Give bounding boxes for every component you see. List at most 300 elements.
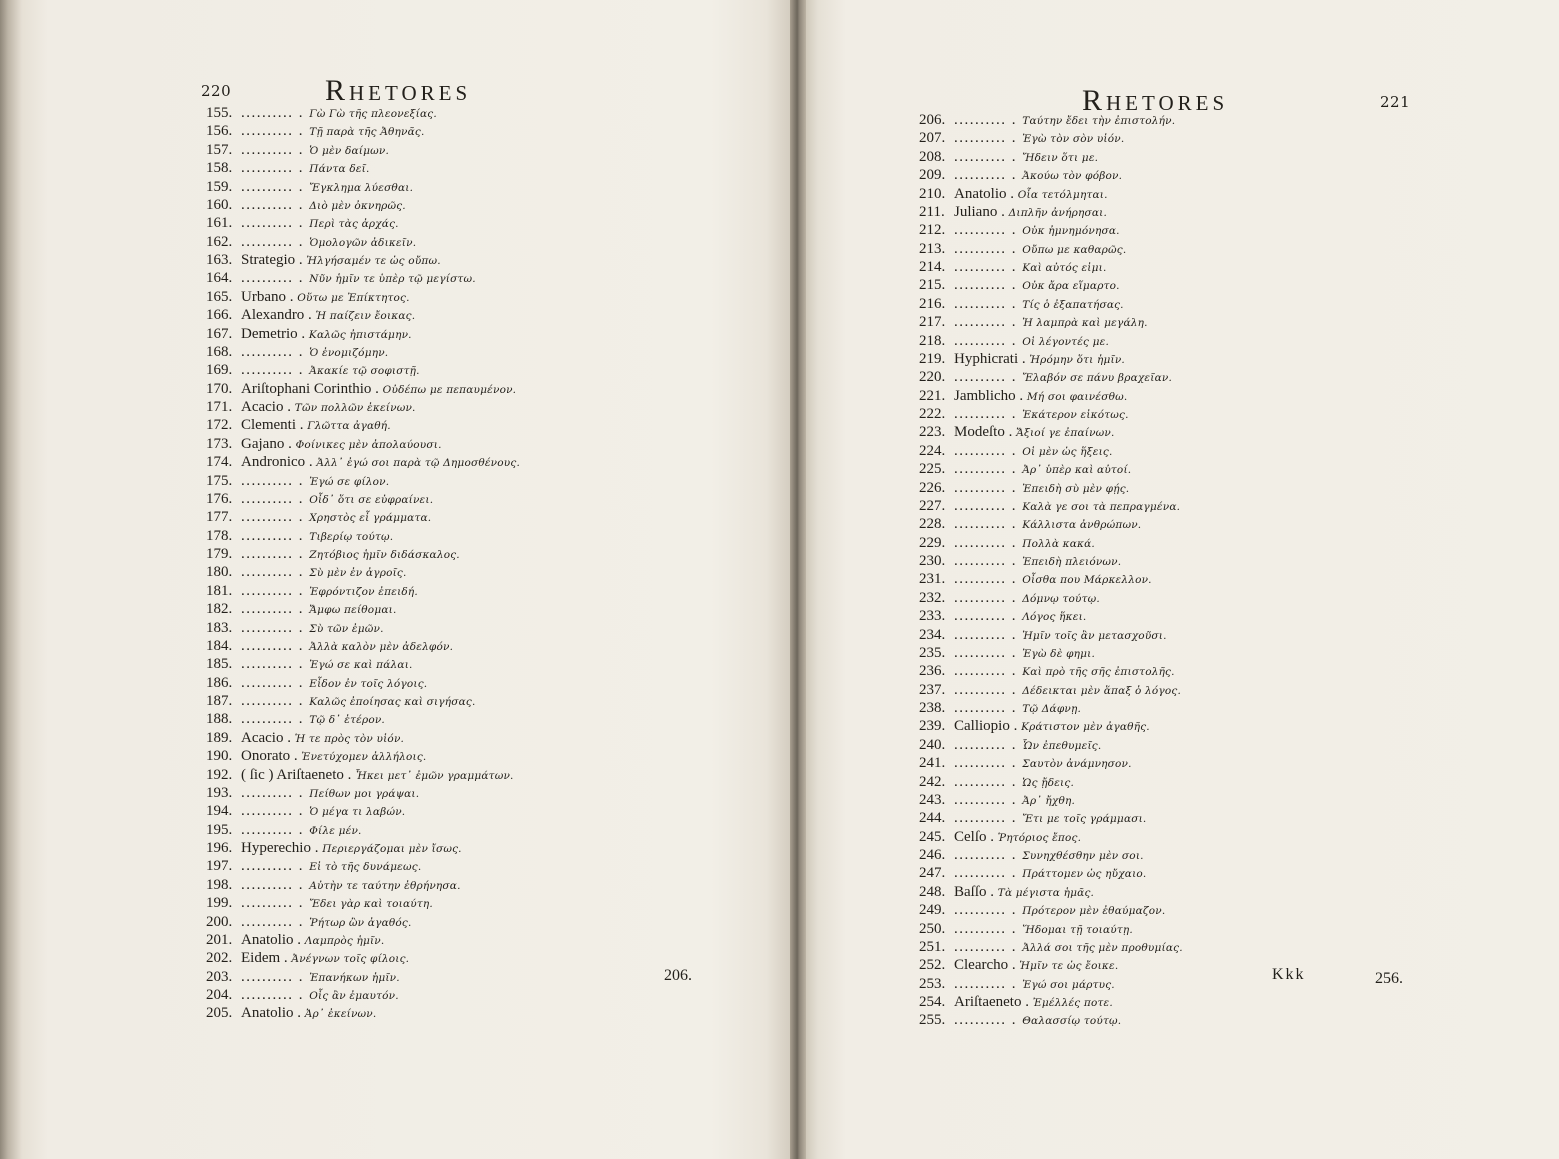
index-entry: [206, 582, 520, 600]
entry-number: 239.: [919, 718, 946, 735]
greek-incipit: Οὐκ ἄρα εἵμαρτο.: [1022, 280, 1120, 293]
leader-dots: .......... .: [954, 920, 1023, 937]
recipient-name: Calliopio .: [954, 718, 1022, 735]
recipient-name: Hyperechio .: [241, 840, 323, 856]
entry-number: 202.: [206, 950, 233, 967]
leader-dots: .......... .: [954, 571, 1023, 588]
catchword: 206.: [664, 967, 692, 984]
index-entry: [206, 104, 520, 122]
greek-incipit: Ἀνέγνων τοῖς φίλοις.: [291, 953, 410, 966]
entry-number: 247.: [919, 865, 946, 882]
header-text: [325, 74, 471, 107]
entry-number: 224.: [919, 442, 946, 459]
entry-number: 196.: [206, 840, 233, 856]
entry-number: 241.: [919, 755, 946, 772]
entry-number: 209.: [919, 167, 946, 184]
entry-number: 226.: [919, 479, 946, 496]
leader-dots: .......... .: [954, 644, 1023, 661]
entry-number: 248.: [919, 883, 946, 900]
leader-dots: .......... .: [954, 626, 1023, 643]
greek-incipit: Ἐμέλλές ποτε.: [1032, 997, 1113, 1009]
index-entry: [206, 968, 520, 986]
recipient-name: Andronico .: [241, 454, 317, 471]
index-entry: [206, 178, 520, 196]
entry-number: 165.: [206, 288, 233, 305]
recipient-name: Ariſtaeneto .: [954, 994, 1033, 1010]
entry-number: 158.: [206, 160, 233, 177]
entry-number: 222.: [919, 406, 946, 422]
greek-incipit: Ὁ μὲν δαίμων.: [309, 144, 390, 157]
leader-dots: .......... .: [241, 160, 310, 177]
recipient-name: Strategio .: [241, 252, 307, 268]
entry-number: 245.: [919, 828, 946, 845]
index-entry: [206, 692, 520, 710]
leader-dots: .......... .: [954, 608, 1023, 625]
leader-dots: .......... .: [954, 847, 1023, 863]
greek-incipit: Ἠρόμην ὅτι ἡμῖν.: [1029, 353, 1125, 366]
greek-incipit: Τῶν πολλῶν ἐκείνων.: [294, 402, 416, 414]
greek-incipit: Νῦν ἡμῖν τε ὑπὲρ τῷ μεγίστω.: [309, 273, 476, 286]
index-entry: [206, 857, 520, 875]
leader-dots: .......... .: [954, 461, 1023, 478]
greek-incipit: Ὁ μέγα τι λαβών.: [309, 806, 406, 819]
entry-number: 181.: [206, 582, 233, 599]
leader-dots: .......... .: [954, 295, 1023, 312]
leader-dots: .......... .: [241, 472, 310, 489]
greek-incipit: Τὰ μέγιστα ἡμᾶς.: [997, 886, 1095, 899]
greek-incipit: Ἤδειν ὅτι με.: [1022, 151, 1099, 164]
recipient-name: Gajano .: [241, 435, 296, 452]
index-entry: [206, 325, 520, 343]
leader-dots: .......... .: [241, 141, 310, 158]
header-initial: R: [325, 74, 350, 107]
greek-incipit: Οὔπω με καθαρῶς.: [1022, 243, 1127, 256]
recipient-name: Jamblicho .: [954, 387, 1027, 404]
entry-number: 182.: [206, 601, 233, 618]
greek-incipit: Ἀλλ᾽ ἐγώ σοι παρὰ τῷ Δημοσθένους.: [316, 457, 520, 470]
entry-number: 251.: [919, 938, 946, 955]
entry-number: 235.: [919, 644, 946, 661]
index-entry: [919, 773, 1183, 791]
index-entry: [206, 839, 520, 857]
index-entry: [206, 141, 520, 159]
index-entry: [206, 288, 520, 306]
leader-dots: .......... .: [241, 233, 310, 250]
greek-incipit: Οἶδ᾽ ὅτι σε εὐφραίνει.: [309, 493, 434, 506]
greek-incipit: Ζητόβιος ἡμῖν διδάσκαλος.: [309, 549, 460, 561]
greek-incipit: Ἐγώ σε καὶ πάλαι.: [309, 659, 413, 672]
entry-number: 228.: [919, 516, 946, 533]
greek-incipit: Λαμπρὸς ἡμῖν.: [304, 934, 385, 947]
leader-dots: .......... .: [954, 534, 1023, 551]
entry-number: 225.: [919, 461, 946, 478]
entry-number: 183.: [206, 619, 233, 636]
leader-dots: .......... .: [241, 215, 310, 232]
index-entry: [919, 754, 1183, 772]
greek-incipit: Ῥήτωρ ὢν ἀγαθός.: [309, 916, 412, 929]
greek-incipit: Καλῶς ἐποίησας καὶ σιγήσας.: [309, 696, 476, 708]
index-entry: [919, 166, 1183, 184]
index-entry: [919, 589, 1183, 607]
greek-incipit: Ἀρ᾽ ὑπὲρ καὶ αὐτοί.: [1022, 464, 1132, 477]
entry-number: 171.: [206, 399, 233, 415]
index-entry: [919, 221, 1183, 239]
index-entry: [206, 710, 520, 728]
greek-incipit: Καὶ αὐτός εἰμι.: [1022, 262, 1107, 274]
greek-incipit: Συνηχθέσθην μὲν σοι.: [1022, 850, 1144, 862]
leader-dots: .......... .: [954, 406, 1023, 422]
recipient-name: Urbano .: [241, 288, 298, 305]
recipient-name: ( ſic ) Ariſtaeneto .: [241, 766, 356, 783]
greek-incipit: Μή σοι φαινέσθω.: [1026, 390, 1128, 403]
greek-incipit: Ἡ τε πρὸς τὸν υἱόν.: [294, 732, 405, 745]
entry-number: 210.: [919, 185, 946, 202]
greek-incipit: Ἀλλά σοι τῆς μὲν προθυμίας.: [1022, 941, 1183, 954]
leader-dots: .......... .: [954, 589, 1023, 606]
entry-number: 189.: [206, 729, 233, 746]
index-entry: [919, 570, 1183, 588]
recipient-name: Clearcho .: [954, 957, 1020, 974]
index-entry: [919, 295, 1183, 313]
index-entry: [919, 203, 1183, 221]
greek-incipit: Ἔγκλημα λύεσθαι.: [309, 181, 414, 194]
index-entry: [919, 717, 1183, 735]
leader-dots: .......... .: [954, 240, 1023, 257]
entry-number: 163.: [206, 252, 233, 268]
index-entry: [206, 398, 520, 416]
recipient-name: Onorato .: [241, 748, 302, 765]
greek-incipit: Οἷα τετόλμηται.: [1017, 188, 1108, 201]
greek-incipit: Κράτιστον μὲν ἀγαθῆς.: [1021, 721, 1150, 734]
entry-number: 180.: [206, 564, 233, 581]
entry-number: 227.: [919, 497, 946, 514]
entry-number: 190.: [206, 748, 233, 765]
greek-incipit: Ἐγὼ τὸν σὸν υἱόν.: [1022, 133, 1125, 146]
entry-number: 255.: [919, 1012, 946, 1029]
greek-incipit: Οἱ μὲν ὡς ἥξεις.: [1022, 445, 1113, 458]
entry-list: [919, 111, 1183, 1030]
greek-incipit: Οὐδέπω με πεπαυμένον.: [382, 383, 517, 396]
leader-dots: .......... .: [241, 987, 310, 1003]
index-entry: [919, 993, 1183, 1011]
index-entry: [206, 986, 520, 1004]
header-initial: R: [1082, 84, 1107, 117]
recipient-name: Celſo .: [954, 828, 998, 845]
entry-number: 194.: [206, 803, 233, 820]
greek-incipit: Φίλε μέν.: [309, 824, 362, 837]
greek-incipit: Ἡ λαμπρὰ καὶ μεγάλη.: [1022, 317, 1148, 330]
greek-incipit: Ἡ παίζειν ἔοικας.: [315, 310, 416, 323]
leader-dots: .......... .: [241, 913, 310, 930]
greek-incipit: Τιβερίῳ τούτῳ.: [309, 530, 394, 543]
entry-number: 168.: [206, 343, 233, 360]
leader-dots: .......... .: [241, 105, 310, 121]
index-entry: [919, 901, 1183, 919]
index-entry: [919, 442, 1183, 460]
greek-incipit: Περιεργάζομαι μὲν ἴσως.: [322, 843, 462, 855]
recipient-name: Ariſtophani Corinthio .: [241, 380, 383, 397]
greek-incipit: Ἔτι με τοῖς γράμμασι.: [1022, 813, 1147, 826]
index-entry: [919, 479, 1183, 497]
entry-number: 254.: [919, 994, 946, 1010]
right-page: [806, 0, 1559, 1159]
index-entry: [919, 515, 1183, 533]
leader-dots: .......... .: [241, 546, 310, 562]
leader-dots: .......... .: [241, 858, 310, 875]
index-entry: [206, 784, 520, 802]
entry-number: 173.: [206, 435, 233, 452]
index-entry: [206, 508, 520, 526]
index-entry: [206, 233, 520, 251]
leader-dots: .......... .: [241, 490, 310, 507]
index-entry: [206, 802, 520, 820]
greek-incipit: Σαυτὸν ἀνάμνησον.: [1022, 758, 1132, 771]
leader-dots: .......... .: [954, 277, 1023, 294]
index-entry: [206, 766, 520, 784]
greek-incipit: Εἰ τὸ τῆς δυνάμεως.: [309, 861, 422, 874]
index-entry: [206, 931, 520, 949]
greek-incipit: Ἐπειδὴ πλειόνων.: [1022, 556, 1122, 568]
index-entry: [919, 662, 1183, 680]
entry-number: 193.: [206, 784, 233, 801]
leader-dots: .......... .: [241, 362, 310, 379]
index-entry: [206, 361, 520, 379]
entry-number: 170.: [206, 380, 233, 397]
greek-incipit: Λόγος ἥκει.: [1022, 611, 1087, 624]
entry-number: 221.: [919, 387, 946, 404]
entry-number: 218.: [919, 332, 946, 349]
entry-number: 230.: [919, 553, 946, 569]
leader-dots: .......... .: [954, 369, 1023, 386]
leader-dots: .......... .: [241, 803, 310, 820]
greek-incipit: Καλῶς ἠπιστάμην.: [308, 328, 412, 341]
entry-number: 159.: [206, 178, 233, 195]
index-entry: [919, 111, 1183, 129]
index-entry: [206, 416, 520, 434]
greek-incipit: Ὡς ᾔδεις.: [1022, 776, 1074, 789]
index-entry: [206, 600, 520, 618]
header-rest: HETORES: [1106, 91, 1229, 115]
entry-number: 162.: [206, 233, 233, 250]
recipient-name: Modeſto .: [954, 424, 1017, 441]
recipient-name: Anatolio .: [241, 1005, 305, 1022]
index-entry: [206, 122, 520, 140]
entry-number: 186.: [206, 674, 233, 691]
greek-incipit: Τῇ παρὰ τῆς Ἀθηνᾶς.: [309, 126, 425, 139]
greek-incipit: Κάλλιστα ἀνθρώπων.: [1022, 519, 1142, 532]
index-entry: [206, 894, 520, 912]
entry-number: 217.: [919, 314, 946, 331]
index-entry: [206, 655, 520, 673]
leader-dots: .......... .: [241, 270, 310, 287]
greek-incipit: Ἥδομαι τῇ τοιαύτῃ.: [1022, 923, 1133, 936]
entry-number: 187.: [206, 693, 233, 709]
entry-number: 229.: [919, 534, 946, 551]
recipient-name: Eidem .: [241, 950, 292, 967]
index-entry: [206, 251, 520, 269]
index-entry: [919, 405, 1183, 423]
leader-dots: .......... .: [241, 178, 310, 195]
index-entry: [206, 380, 520, 398]
index-entry: [919, 368, 1183, 386]
index-entry: [919, 644, 1183, 662]
entry-number: 231.: [919, 571, 946, 588]
leader-dots: .......... .: [954, 332, 1023, 349]
index-entry: [919, 387, 1183, 405]
header-rest: HETORES: [349, 81, 472, 105]
entry-number: 200.: [206, 913, 233, 930]
greek-incipit: Οὐκ ἠμνημόνησα.: [1022, 225, 1120, 238]
greek-incipit: Ἠλγήσαμέν τε ὡς οὔπω.: [306, 255, 441, 267]
recipient-name: Juliano .: [954, 203, 1009, 220]
entry-number: 201.: [206, 931, 233, 948]
entry-number: 237.: [919, 681, 946, 698]
entry-number: 207.: [919, 130, 946, 147]
index-entry: [206, 674, 520, 692]
greek-incipit: Ἔλαβόν σε πάνυ βραχεῖαν.: [1022, 372, 1172, 385]
greek-incipit: Οὕτω με Ἐπίκτητος.: [297, 291, 410, 304]
recipient-name: Alexandro .: [241, 307, 316, 324]
entry-number: 155.: [206, 105, 233, 121]
leader-dots: .......... .: [954, 975, 1023, 992]
entry-number: 205.: [206, 1005, 233, 1022]
index-entry: [206, 747, 520, 765]
entry-number: 253.: [919, 975, 946, 992]
greek-incipit: Ἐγὼ δὲ φημι.: [1022, 647, 1095, 660]
index-entry: [206, 637, 520, 655]
greek-incipit: Ὁμολογῶν ἀδικεῖν.: [309, 236, 417, 249]
index-entry: [919, 956, 1183, 974]
index-entry: [919, 938, 1183, 956]
index-entry: [919, 460, 1183, 478]
entry-number: 244.: [919, 810, 946, 827]
greek-incipit: Θαλασσίῳ τούτῳ.: [1022, 1015, 1122, 1028]
entry-number: 213.: [919, 240, 946, 257]
recipient-name: Acacio .: [241, 399, 295, 415]
entry-number: 156.: [206, 123, 233, 140]
leader-dots: .......... .: [241, 601, 310, 618]
greek-incipit: Ἄμφω πείθομαι.: [309, 604, 397, 617]
entry-number: 166.: [206, 307, 233, 324]
index-entry: [206, 619, 520, 637]
leader-dots: .......... .: [241, 123, 310, 140]
greek-incipit: Ἀκακίε τῷ σοφιστῇ.: [309, 365, 420, 378]
entry-number: 188.: [206, 711, 233, 728]
leader-dots: .......... .: [954, 222, 1023, 239]
index-entry: [919, 423, 1183, 441]
greek-incipit: Καλὰ γε σοι τὰ πεπραγμένα.: [1022, 500, 1181, 513]
index-entry: [206, 196, 520, 214]
index-entry: [919, 791, 1183, 809]
leader-dots: .......... .: [954, 442, 1023, 459]
leader-dots: .......... .: [954, 773, 1023, 790]
entry-number: 192.: [206, 766, 233, 783]
entry-number: 223.: [919, 424, 946, 441]
entry-number: 242.: [919, 773, 946, 790]
greek-incipit: Ἡμῖν τε ὡς ἔοικε.: [1019, 960, 1119, 973]
index-entry: [919, 1011, 1183, 1029]
greek-incipit: Ἐνετύχομεν ἀλλήλοις.: [301, 751, 427, 764]
index-entry: [206, 453, 520, 471]
entry-number: 157.: [206, 141, 233, 158]
greek-incipit: Ἐγώ σοι μάρτυς.: [1022, 978, 1115, 991]
leader-dots: .......... .: [954, 314, 1023, 331]
greek-incipit: Ἐγώ σε φίλον.: [309, 475, 390, 488]
index-entry: [919, 552, 1183, 570]
leader-dots: .......... .: [954, 497, 1023, 514]
recipient-name: Hyphicrati .: [954, 350, 1030, 367]
entry-number: 252.: [919, 957, 946, 974]
page-number: 221: [1380, 93, 1411, 111]
leader-dots: .......... .: [241, 693, 310, 709]
entry-number: 172.: [206, 417, 233, 434]
greek-incipit: Περὶ τὰς ἀρχάς.: [309, 218, 399, 231]
entry-number: 250.: [919, 920, 946, 937]
leader-dots: .......... .: [954, 663, 1023, 680]
index-entry: [206, 159, 520, 177]
entry-number: 243.: [919, 791, 946, 808]
index-entry: [206, 306, 520, 324]
entry-number: 185.: [206, 656, 233, 673]
entry-number: 175.: [206, 472, 233, 489]
entry-number: 174.: [206, 454, 233, 471]
entry-number: 240.: [919, 736, 946, 753]
index-entry: [206, 269, 520, 287]
greek-incipit: Γλῶττα ἀγαθή.: [307, 420, 391, 433]
index-entry: [919, 240, 1183, 258]
greek-incipit: Πείθων μοι γράψαι.: [309, 787, 420, 800]
index-entry: [206, 214, 520, 232]
recipient-name: Acacio .: [241, 729, 295, 746]
index-entry: [206, 1004, 520, 1022]
leader-dots: .......... .: [241, 564, 310, 581]
entry-number: 219.: [919, 350, 946, 367]
recipient-name: Baſſo .: [954, 883, 998, 900]
leader-dots: .......... .: [954, 130, 1023, 147]
greek-incipit: Οἱ λέγοντές με.: [1022, 335, 1110, 348]
index-entry: [919, 607, 1183, 625]
index-entry: [919, 828, 1183, 846]
index-entry: [919, 975, 1183, 993]
greek-incipit: Πάντα δεῖ.: [309, 163, 370, 176]
leader-dots: .......... .: [241, 876, 310, 893]
leader-dots: .......... .: [954, 755, 1023, 772]
index-entry: [206, 913, 520, 931]
leader-dots: .......... .: [241, 895, 310, 912]
greek-incipit: Πράττομεν ὡς ηὔχαιο.: [1022, 868, 1147, 881]
index-entry: [206, 821, 520, 839]
index-entry: [206, 343, 520, 361]
greek-incipit: Αὐτὴν τε ταύτην ἐθρήνησα.: [309, 879, 461, 892]
leader-dots: .......... .: [954, 938, 1023, 955]
entry-number: 178.: [206, 527, 233, 544]
leader-dots: .......... .: [241, 196, 310, 213]
greek-incipit: Διπλῆν ἀνήρησαι.: [1008, 206, 1108, 219]
entry-number: 197.: [206, 858, 233, 875]
leader-dots: .......... .: [241, 637, 310, 654]
leader-dots: .......... .: [954, 865, 1023, 882]
greek-incipit: Τῷ δ᾽ ἑτέρον.: [309, 714, 385, 727]
recipient-name: Clementi .: [241, 417, 308, 434]
leader-dots: .......... .: [954, 700, 1023, 716]
greek-incipit: Οἷς ἂν ἐμαυτόν.: [309, 990, 399, 1002]
entry-number: 233.: [919, 608, 946, 625]
running-header: [325, 74, 471, 108]
index-entry: [206, 729, 520, 747]
leader-dots: .......... .: [241, 784, 310, 801]
leader-dots: .......... .: [954, 791, 1023, 808]
entry-number: 164.: [206, 270, 233, 287]
